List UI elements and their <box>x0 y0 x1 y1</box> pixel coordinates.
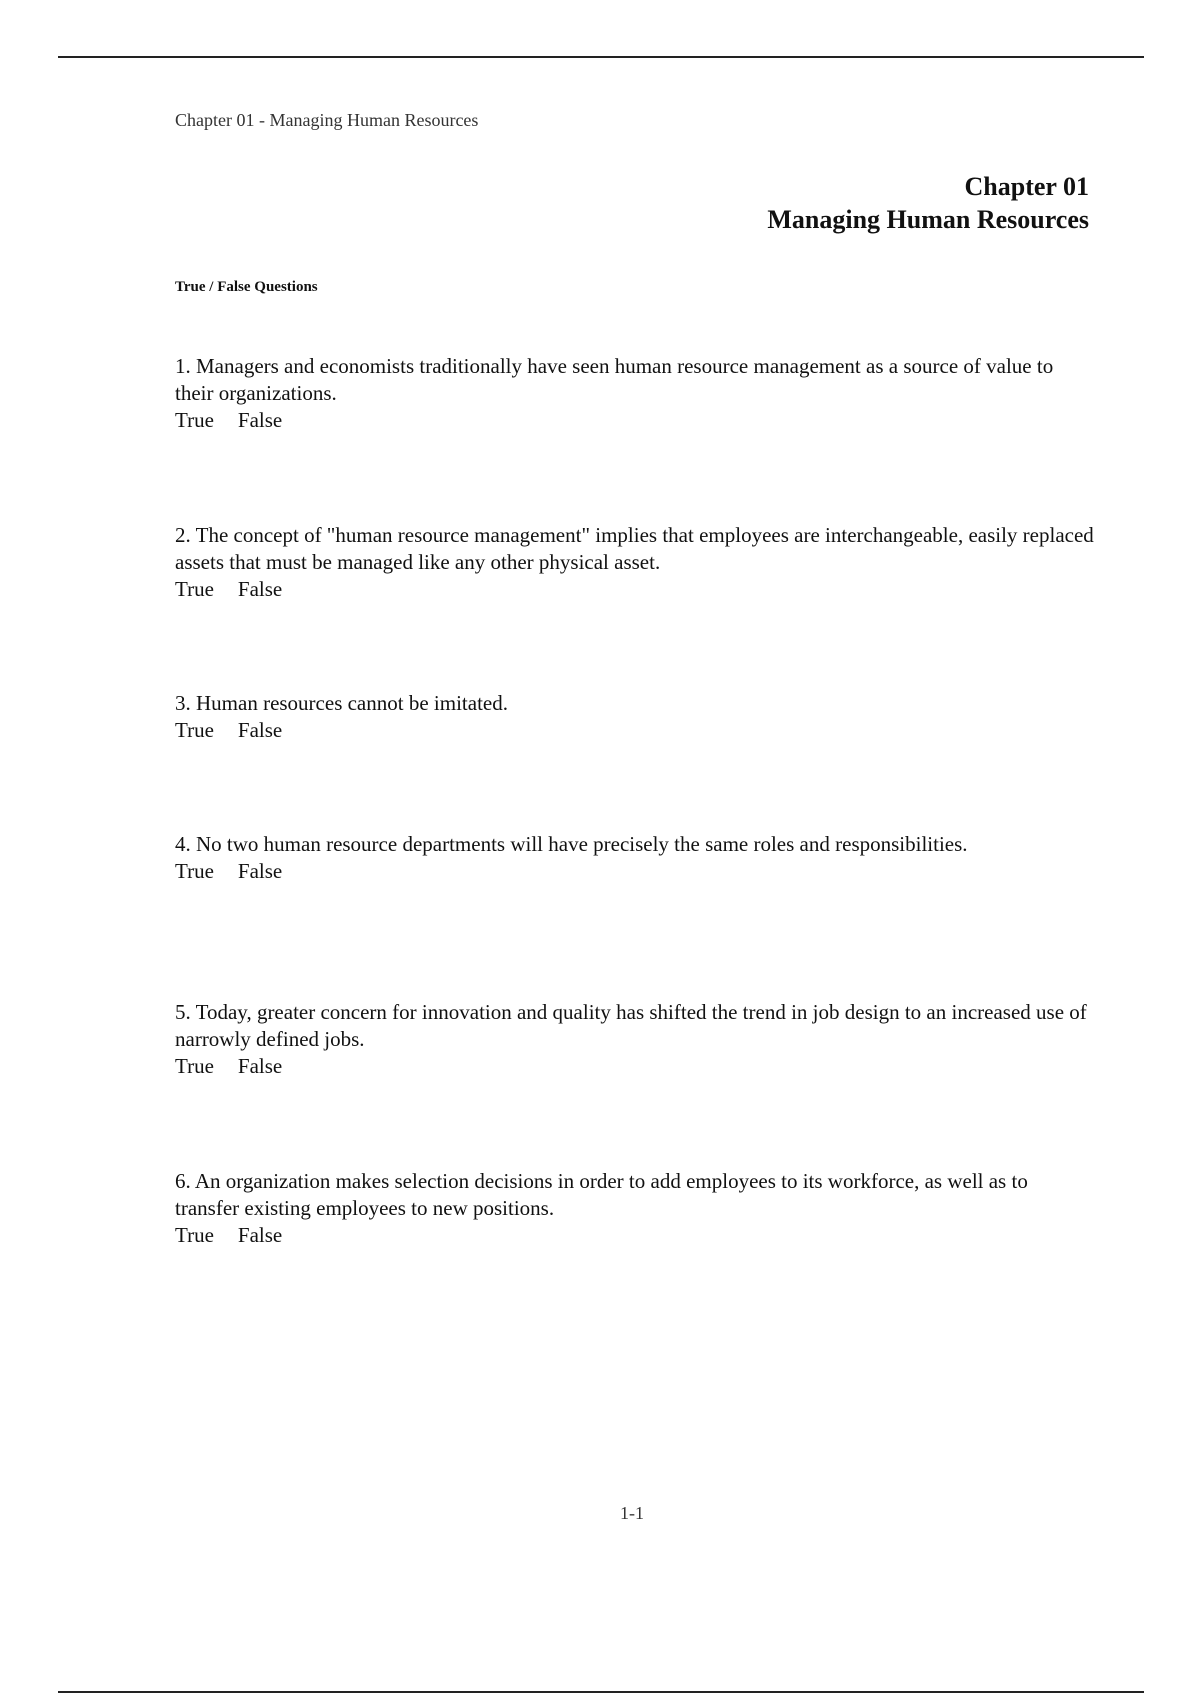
question-text: 2. The concept of "human resource management" implies that employees are interchangeable, easily replaced assets that must be managed like any other physical asset. <box>175 523 1094 574</box>
option-false: False <box>237 1223 283 1247</box>
question-item <box>175 522 1095 603</box>
question-item <box>175 1168 1095 1249</box>
option-false: False <box>237 718 283 742</box>
option-true: True <box>175 1223 214 1247</box>
answer-options <box>175 858 1095 885</box>
option-true: True <box>175 408 214 432</box>
answer-options <box>175 407 1095 434</box>
option-true: True <box>175 577 214 601</box>
running-header: Chapter 01 - Managing Human Resources <box>175 110 479 130</box>
option-false: False <box>237 859 283 883</box>
answer-options <box>175 1053 1095 1080</box>
answer-options <box>175 1222 1095 1249</box>
bottom-rule <box>58 1691 1144 1693</box>
answer-options <box>175 717 1095 744</box>
question-item <box>175 831 1095 885</box>
question-item <box>175 690 1095 744</box>
question-text: 4. No two human resource departments will have precisely the same roles and responsibilities. <box>175 832 968 856</box>
option-true: True <box>175 1054 214 1078</box>
question-text: 5. Today, greater concern for innovation and quality has shifted the trend in job design to an increased use of narrowly defined jobs. <box>175 1000 1087 1051</box>
chapter-name: Managing Human Resources <box>767 205 1089 234</box>
option-false: False <box>237 1054 283 1078</box>
answer-options <box>175 576 1095 603</box>
question-item <box>175 999 1095 1080</box>
question-item <box>175 353 1095 434</box>
option-true: True <box>175 859 214 883</box>
chapter-number: Chapter 01 <box>964 172 1089 201</box>
question-text: 6. An organization makes selection decisions in order to add employees to its workforce, as well as to transfer existing employees to new positions. <box>175 1169 1028 1220</box>
section-heading: True / False Questions <box>175 279 318 295</box>
option-true: True <box>175 718 214 742</box>
page-number: 1-1 <box>620 1503 644 1523</box>
option-false: False <box>237 408 283 432</box>
option-false: False <box>237 577 283 601</box>
question-text: 1. Managers and economists traditionally have seen human resource management as a source of value to their organizations. <box>175 354 1054 405</box>
chapter-title <box>767 170 1089 236</box>
question-text: 3. Human resources cannot be imitated. <box>175 691 508 715</box>
top-rule <box>58 56 1144 58</box>
